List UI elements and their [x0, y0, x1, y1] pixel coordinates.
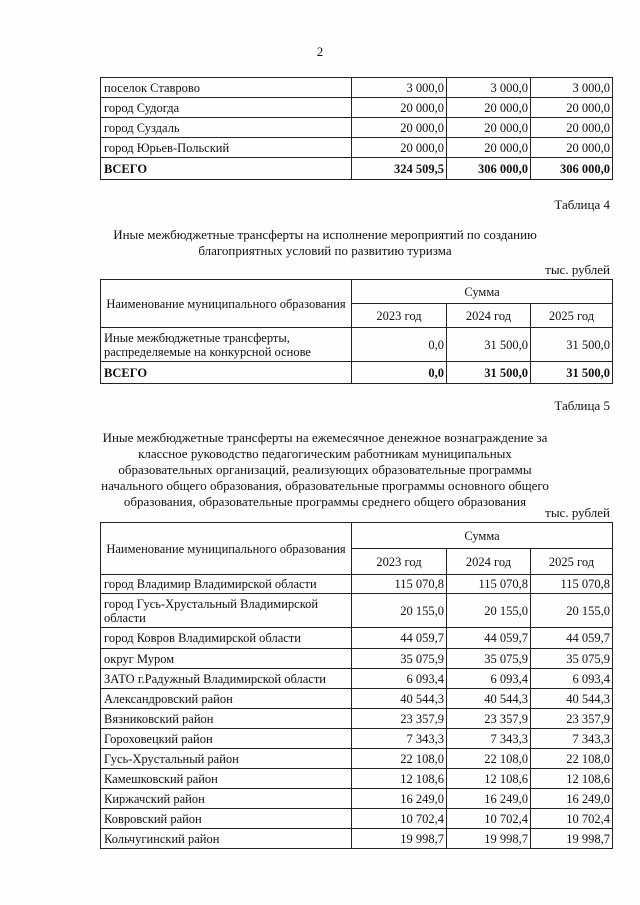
table-row — [101, 594, 613, 628]
cell-v2024: 19 998,7 — [447, 829, 531, 849]
cell-v2024: 10 702,4 — [447, 809, 531, 829]
total-v2025: 31 500,0 — [531, 362, 613, 384]
cell-name: Гороховецкий район — [101, 729, 352, 749]
cell-v2023: 0,0 — [352, 328, 447, 362]
total-v2024: 306 000,0 — [447, 158, 531, 180]
table5-year-2023: 2023 год — [352, 549, 447, 575]
table5-unit: тыс. рублей — [545, 505, 610, 520]
cell-name: город Судогда — [101, 98, 352, 118]
cell-v2024: 20 000,0 — [447, 138, 531, 158]
cell-v2024: 115 070,8 — [447, 575, 531, 594]
cell-name: Гусь-Хрустальный район — [101, 749, 352, 769]
table5-year-2024: 2024 год — [447, 549, 531, 575]
table4-sum-header: Сумма — [352, 280, 613, 304]
cell-v2025: 44 059,7 — [531, 628, 613, 649]
cell-v2023: 19 998,7 — [352, 829, 447, 849]
cell-v2023: 40 544,3 — [352, 689, 447, 709]
cell-v2024: 40 544,3 — [447, 689, 531, 709]
cell-name: Иные межбюджетные трансферты, распределяемые на конкурсной основе — [101, 328, 352, 362]
cell-v2025: 35 075,9 — [531, 649, 613, 669]
cell-v2023: 23 357,9 — [352, 709, 447, 729]
cell-name: поселок Ставрово — [101, 78, 352, 98]
table-row — [101, 575, 613, 594]
cell-v2025: 20 000,0 — [531, 98, 613, 118]
table4-title: Иные межбюджетные трансферты на исполнение мероприятий по созданию благоприятных условий по развитию туризма — [113, 227, 537, 258]
cell-v2023: 20 000,0 — [352, 98, 447, 118]
cell-v2024: 12 108,6 — [447, 769, 531, 789]
cell-name: город Ковров Владимирской области — [101, 628, 352, 649]
table-row — [101, 649, 613, 669]
table4-unit: тыс. рублей — [545, 262, 610, 277]
cell-name: Камешковский район — [101, 769, 352, 789]
total-v2025: 306 000,0 — [531, 158, 613, 180]
cell-name: Вязниковский район — [101, 709, 352, 729]
cell-v2025: 22 108,0 — [531, 749, 613, 769]
cell-v2023: 12 108,6 — [352, 769, 447, 789]
cell-v2024: 7 343,3 — [447, 729, 531, 749]
cell-v2023: 10 702,4 — [352, 809, 447, 829]
cell-name: Киржачский район — [101, 789, 352, 809]
table-row — [101, 628, 613, 649]
cell-name: ЗАТО г.Радужный Владимирской области — [101, 669, 352, 689]
table-row — [101, 729, 613, 749]
total-v2024: 31 500,0 — [447, 362, 531, 384]
total-v2023: 0,0 — [352, 362, 447, 384]
table-row — [101, 118, 613, 138]
cell-name: город Владимир Владимирской области — [101, 575, 352, 594]
cell-v2024: 3 000,0 — [447, 78, 531, 98]
cell-v2024: 22 108,0 — [447, 749, 531, 769]
table4-name-header: Наименование муниципального образования — [101, 280, 352, 328]
cell-name: город Суздаль — [101, 118, 352, 138]
cell-v2025: 115 070,8 — [531, 575, 613, 594]
page-number: 2 — [316, 44, 324, 59]
cell-v2025: 12 108,6 — [531, 769, 613, 789]
cell-v2025: 19 998,7 — [531, 829, 613, 849]
cell-v2025: 20 000,0 — [531, 118, 613, 138]
table-row — [101, 78, 613, 98]
cell-name: Александровский район — [101, 689, 352, 709]
table-top — [100, 77, 613, 180]
cell-v2023: 6 093,4 — [352, 669, 447, 689]
cell-v2025: 7 343,3 — [531, 729, 613, 749]
table4-year-2025: 2025 год — [531, 304, 613, 328]
cell-v2023: 44 059,7 — [352, 628, 447, 649]
cell-v2023: 20 155,0 — [352, 594, 447, 628]
cell-name: Ковровский район — [101, 809, 352, 829]
cell-v2024: 23 357,9 — [447, 709, 531, 729]
cell-v2024: 6 093,4 — [447, 669, 531, 689]
table4-caption: Таблица 4 — [554, 197, 610, 212]
table4-year-2023: 2023 год — [352, 304, 447, 328]
cell-v2024: 44 059,7 — [447, 628, 531, 649]
table-row — [101, 669, 613, 689]
table-row — [101, 98, 613, 118]
cell-name: Кольчугинский район — [101, 829, 352, 849]
total-v2023: 324 509,5 — [352, 158, 447, 180]
table5-title: Иные межбюджетные трансферты на ежемесячное денежное вознаграждение за классное руководство педагогическим работникам муниципальных образовательных организаций, реализующих образовательные программы начального общего образования, образовательные программы основного общего образования, образовательные программы среднего общего образования — [101, 430, 549, 509]
table4-year-2024: 2024 год — [447, 304, 531, 328]
table-row — [101, 769, 613, 789]
cell-v2024: 20 000,0 — [447, 98, 531, 118]
table5-caption: Таблица 5 — [554, 398, 610, 413]
table5-year-2025: 2025 год — [531, 549, 613, 575]
table-row — [101, 138, 613, 158]
table-4 — [100, 279, 613, 384]
total-label: ВСЕГО — [101, 158, 352, 180]
table-row — [101, 829, 613, 849]
cell-v2025: 3 000,0 — [531, 78, 613, 98]
total-row — [101, 362, 613, 384]
cell-v2023: 16 249,0 — [352, 789, 447, 809]
table5-name-header: Наименование муниципального образования — [101, 523, 352, 575]
table-row — [101, 328, 613, 362]
cell-v2023: 20 000,0 — [352, 138, 447, 158]
table-row — [101, 709, 613, 729]
cell-v2024: 31 500,0 — [447, 328, 531, 362]
total-row — [101, 158, 613, 180]
cell-name: город Гусь-Хрустальный Владимирской области — [101, 594, 352, 628]
total-label: ВСЕГО — [101, 362, 352, 384]
cell-v2023: 3 000,0 — [352, 78, 447, 98]
cell-v2025: 40 544,3 — [531, 689, 613, 709]
cell-v2025: 31 500,0 — [531, 328, 613, 362]
table-row — [101, 809, 613, 829]
cell-v2024: 35 075,9 — [447, 649, 531, 669]
cell-v2024: 20 155,0 — [447, 594, 531, 628]
table5-sum-header: Сумма — [352, 523, 613, 549]
cell-name: округ Муром — [101, 649, 352, 669]
cell-v2025: 6 093,4 — [531, 669, 613, 689]
table-row — [101, 749, 613, 769]
cell-v2025: 16 249,0 — [531, 789, 613, 809]
cell-v2025: 23 357,9 — [531, 709, 613, 729]
cell-v2025: 20 000,0 — [531, 138, 613, 158]
table-row — [101, 689, 613, 709]
cell-v2024: 16 249,0 — [447, 789, 531, 809]
cell-v2023: 20 000,0 — [352, 118, 447, 138]
cell-name: город Юрьев-Польский — [101, 138, 352, 158]
cell-v2024: 20 000,0 — [447, 118, 531, 138]
cell-v2023: 115 070,8 — [352, 575, 447, 594]
table-row — [101, 789, 613, 809]
cell-v2023: 35 075,9 — [352, 649, 447, 669]
table-5 — [100, 522, 613, 849]
cell-v2023: 7 343,3 — [352, 729, 447, 749]
cell-v2025: 20 155,0 — [531, 594, 613, 628]
cell-v2025: 10 702,4 — [531, 809, 613, 829]
cell-v2023: 22 108,0 — [352, 749, 447, 769]
